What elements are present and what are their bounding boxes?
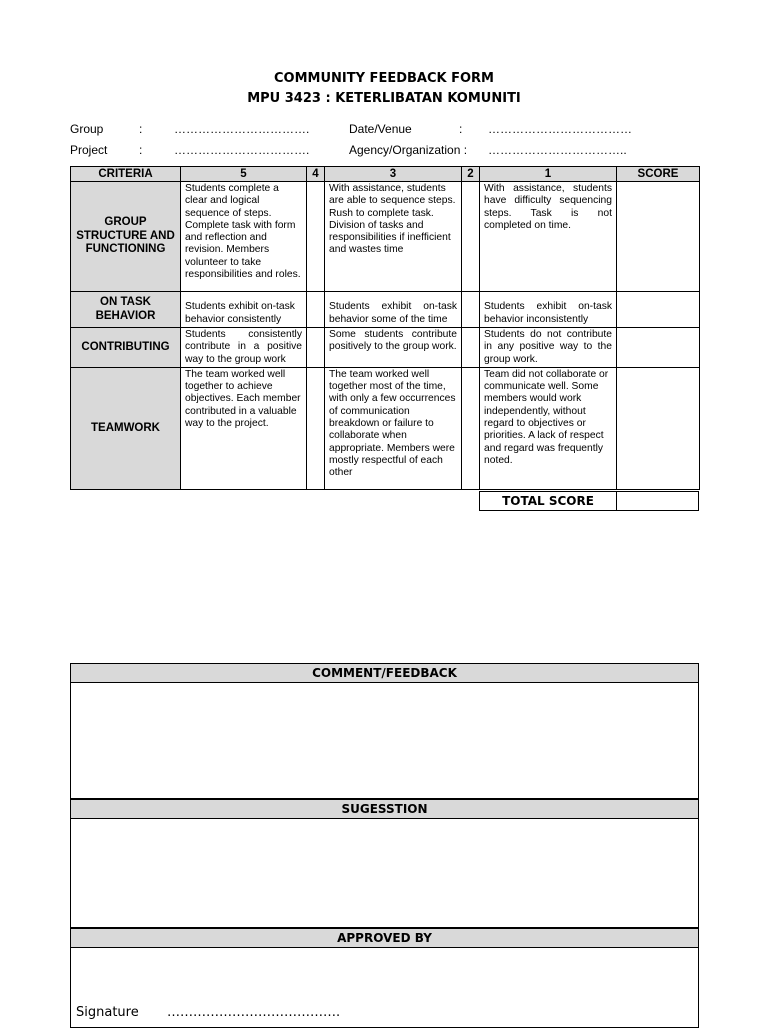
project-label: Project: [70, 143, 108, 157]
cell-contributing-4[interactable]: [307, 328, 325, 368]
header-score-1: 1: [480, 167, 617, 182]
cell-teamwork-2[interactable]: [462, 367, 480, 489]
project-colon: :: [139, 143, 143, 157]
date-venue-field[interactable]: ………………………………: [488, 122, 632, 136]
signature-field[interactable]: ………………………………….: [167, 1005, 341, 1020]
cell-group-structure-2[interactable]: [462, 182, 480, 292]
table-row: [71, 367, 700, 489]
comment-feedback-area[interactable]: [70, 683, 699, 799]
header-score-4: 4: [307, 167, 325, 182]
criteria-contributing: CONTRIBUTING: [71, 328, 181, 368]
table-row: [71, 328, 700, 368]
table-row: [71, 182, 700, 292]
signature-label: Signature: [76, 1005, 139, 1020]
cell-group-structure-3: With assistance, students are able to sequence steps. Rush to complete task. Division of tasks and responsibilities if inefficient and wastes time: [325, 182, 462, 292]
project-field[interactable]: …………………………….: [174, 143, 310, 157]
course-title: MPU 3423 : KETERLIBATAN KOMUNITI: [247, 91, 521, 106]
cell-on-task-1: Students exhibit on-task behavior inconsistently: [480, 292, 617, 328]
group-label: Group: [70, 122, 104, 136]
score-group-structure[interactable]: [617, 182, 700, 292]
agency-label: Agency/Organization :: [349, 143, 468, 157]
cell-contributing-3: Some students contribute positively to the group work.: [325, 328, 462, 368]
header-score: SCORE: [617, 167, 700, 182]
header-score-5: 5: [181, 167, 307, 182]
cell-teamwork-4[interactable]: [307, 367, 325, 489]
total-score-box: [479, 491, 699, 511]
date-venue-colon: :: [459, 122, 463, 136]
criteria-teamwork: TEAMWORK: [71, 367, 181, 489]
criteria-group-structure: GROUP STRUCTURE AND FUNCTIONING: [71, 182, 181, 292]
cell-on-task-2[interactable]: [462, 292, 480, 328]
table-row: [71, 292, 700, 328]
form-title: COMMUNITY FEEDBACK FORM: [274, 71, 494, 86]
criteria-on-task-behavior: ON TASK BEHAVIOR: [71, 292, 181, 328]
signature-line: [76, 1005, 340, 1020]
rubric-table: [70, 166, 700, 490]
agency-field[interactable]: ……………………………..: [488, 143, 627, 157]
comment-feedback-header: COMMENT/FEEDBACK: [70, 663, 699, 683]
cell-on-task-4[interactable]: [307, 292, 325, 328]
date-venue-label: Date/Venue: [349, 122, 412, 136]
total-score-field[interactable]: [617, 492, 698, 510]
header-score-2: 2: [462, 167, 480, 182]
suggestion-area[interactable]: [70, 819, 699, 928]
cell-group-structure-1: With assistance, students have difficulty sequencing steps. Task is not completed on time.: [480, 182, 617, 292]
cell-contributing-2[interactable]: [462, 328, 480, 368]
cell-on-task-3: Students exhibit on-task behavior some of the time: [325, 292, 462, 328]
total-score-label: TOTAL SCORE: [480, 492, 617, 510]
suggestion-header: SUGESSTION: [70, 799, 699, 819]
score-teamwork[interactable]: [617, 367, 700, 489]
rubric-header-row: [71, 167, 700, 182]
cell-teamwork-5: The team worked well together to achieve objectives. Each member contributed in a valuable way to the project.: [181, 367, 307, 489]
approved-by-header: APPROVED BY: [70, 928, 699, 948]
header-score-3: 3: [325, 167, 462, 182]
cell-teamwork-1: Team did not collaborate or communicate well. Some members would work independently, without regard to objectives or priorities. A lack of respect and regard was frequently noted.: [480, 367, 617, 489]
header-criteria: CRITERIA: [71, 167, 181, 182]
cell-on-task-5: Students exhibit on-task behavior consistently: [181, 292, 307, 328]
cell-group-structure-5: Students complete a clear and logical sequence of steps. Complete task with form and reflection and revision. Members volunteer to take responsibilities and roles.: [181, 182, 307, 292]
score-on-task[interactable]: [617, 292, 700, 328]
cell-contributing-1: Students do not contribute in any positive way to the group work.: [480, 328, 617, 368]
cell-group-structure-4[interactable]: [307, 182, 325, 292]
group-field[interactable]: …………………………….: [174, 122, 310, 136]
score-contributing[interactable]: [617, 328, 700, 368]
cell-teamwork-3: The team worked well together most of the time, with only a few occurrences of communication breakdown or failure to collaborate when appropriate. Members were mostly respectful of each other: [325, 367, 462, 489]
group-colon: :: [139, 122, 143, 136]
cell-contributing-5: Students consistently contribute in a positive way to the group work: [181, 328, 307, 368]
